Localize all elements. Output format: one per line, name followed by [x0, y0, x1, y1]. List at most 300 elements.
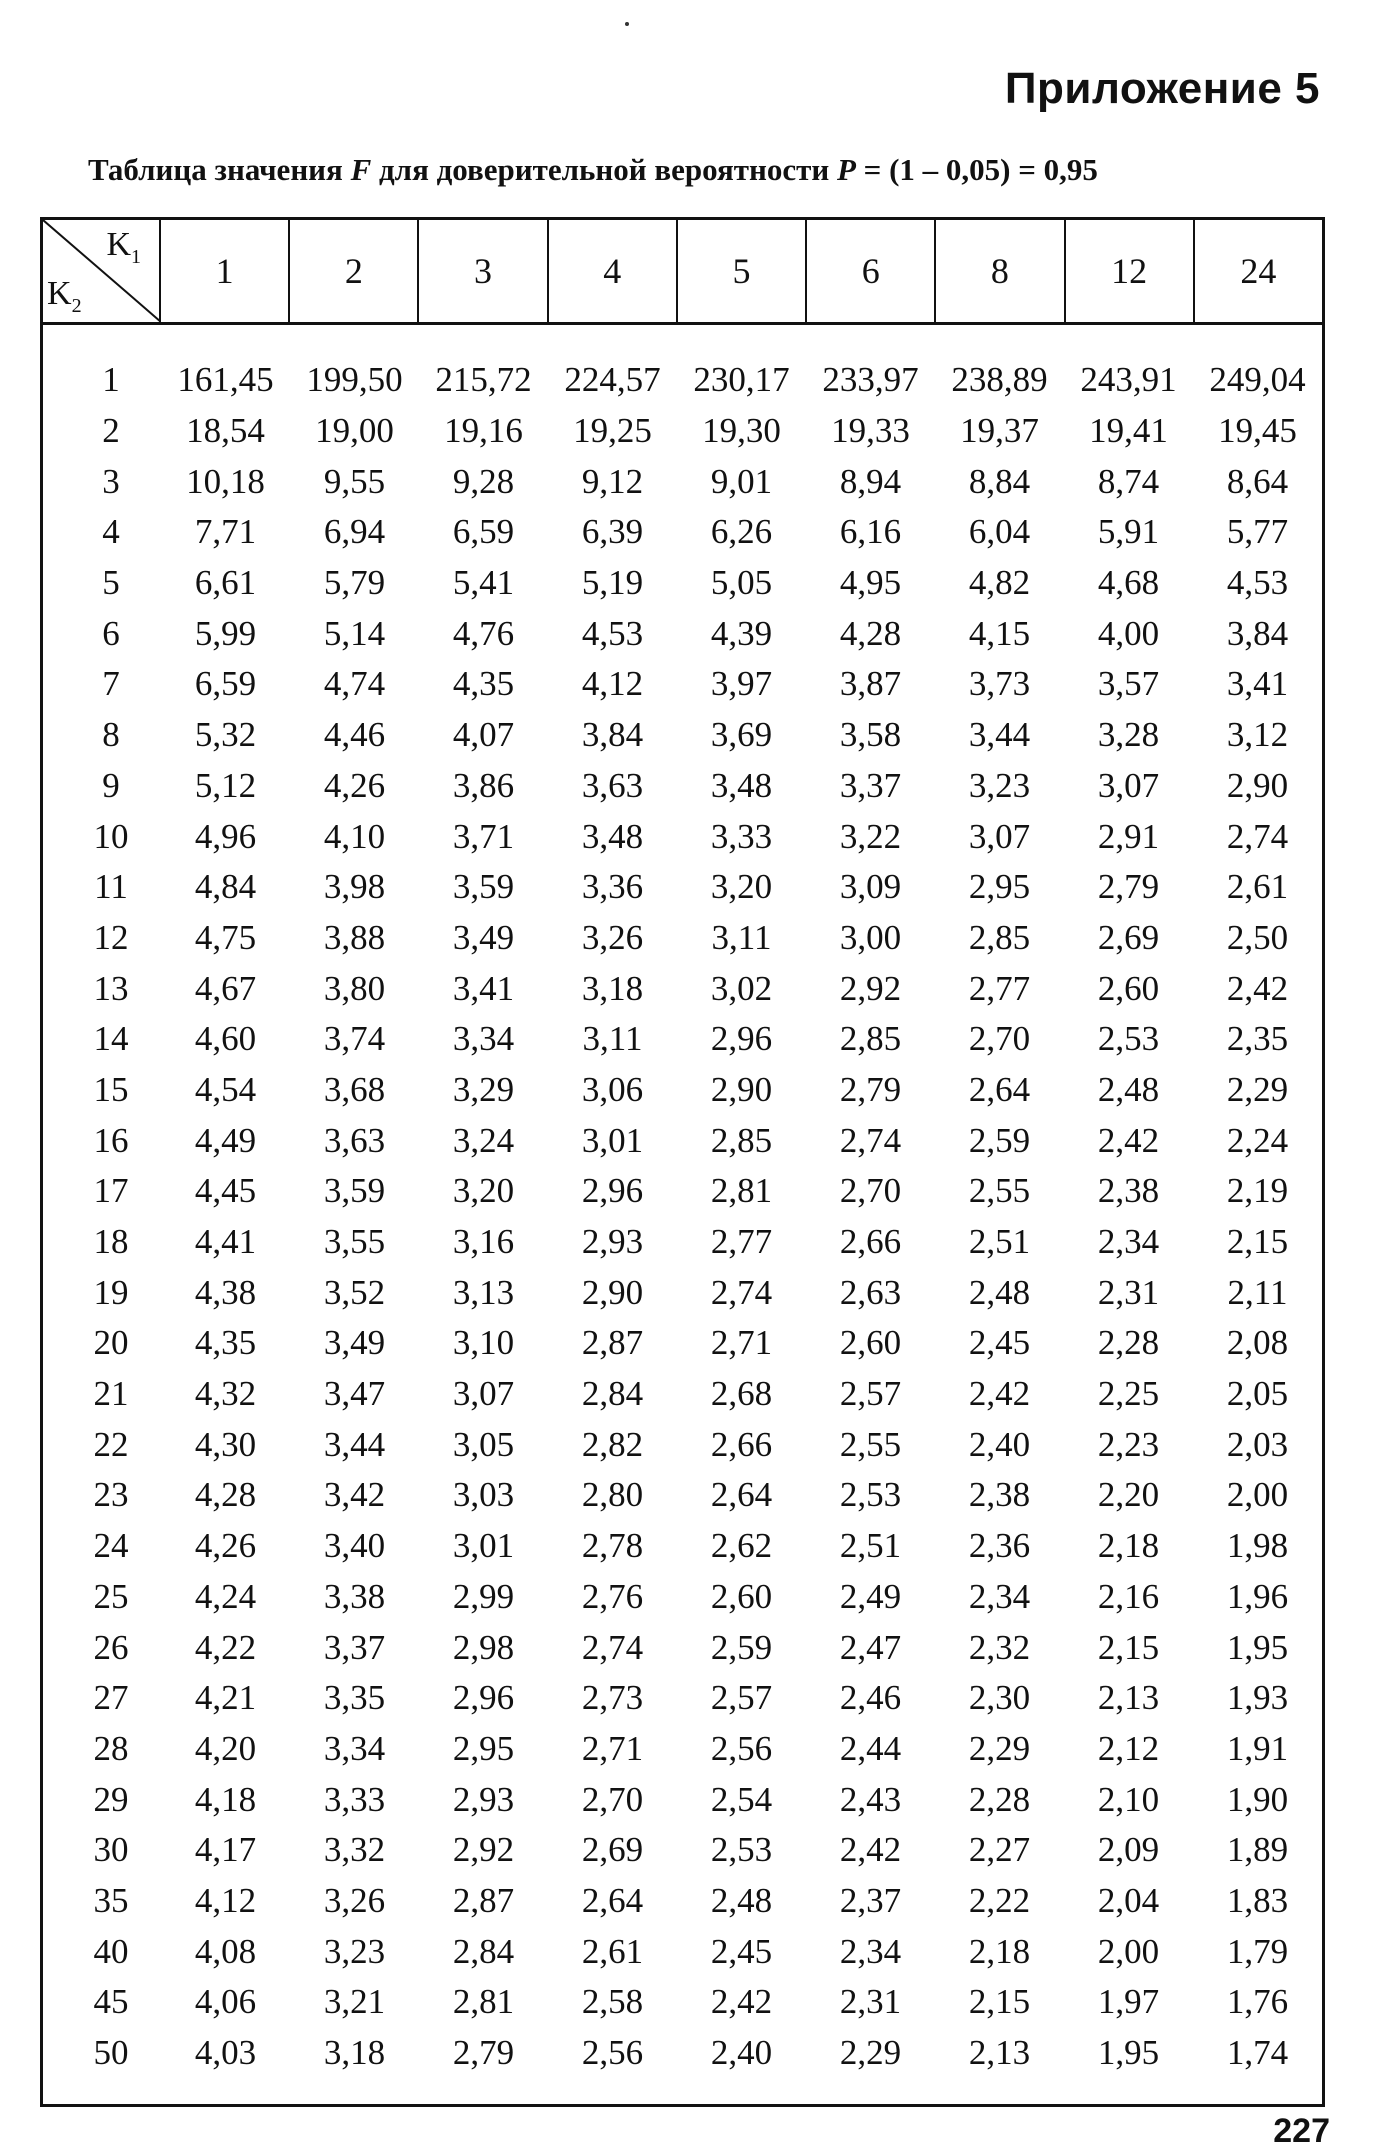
- table-cell: 2,90: [1226, 765, 1289, 805]
- table-cell: 4,12: [194, 1880, 257, 1920]
- table-cell: 2,66: [839, 1222, 902, 1262]
- table-cell: 3,10: [452, 1323, 515, 1363]
- table-cell: 2,87: [452, 1880, 515, 1920]
- table-cell: 2,28: [1097, 1323, 1160, 1363]
- table-cell: 3,23: [323, 1931, 386, 1971]
- table-cell: 3,26: [323, 1880, 386, 1920]
- table-cell: 3,57: [1097, 664, 1160, 704]
- table-cell: 3,05: [452, 1424, 515, 1464]
- table-cell: 1,74: [1226, 2033, 1289, 2073]
- table-cell: 5,79: [323, 563, 386, 603]
- table-cell: 6,04: [968, 512, 1031, 552]
- row-k2-label: 16: [93, 1120, 129, 1160]
- column-header: 4: [549, 220, 678, 322]
- corner-k1-label: [106, 226, 141, 269]
- table-cell: 3,59: [323, 1171, 386, 1211]
- table-cell: 3,41: [1226, 664, 1289, 704]
- table-cell: 2,78: [581, 1526, 644, 1566]
- table-cell: 3,44: [323, 1424, 386, 1464]
- table-cell: 2,40: [968, 1424, 1031, 1464]
- table-cell: 1,98: [1226, 1526, 1289, 1566]
- table-cell: 3,11: [711, 917, 772, 957]
- table-cell: 3,07: [452, 1374, 515, 1414]
- table-cell: 2,31: [839, 1982, 902, 2022]
- table-cell: 2,51: [839, 1526, 902, 1566]
- table-cell: 2,32: [968, 1627, 1031, 1667]
- table-cell: 2,70: [581, 1779, 644, 1819]
- table-cell: 4,76: [452, 613, 515, 653]
- table-cell: 6,59: [194, 664, 257, 704]
- row-k2-label: 30: [93, 1830, 129, 1870]
- table-row: [43, 1622, 1322, 1673]
- table-cell: 2,05: [1226, 1374, 1289, 1414]
- table-cell: 3,12: [1226, 715, 1289, 755]
- table-cell: 6,16: [839, 512, 902, 552]
- caption-italic-p: P: [836, 152, 856, 187]
- table-cell: 6,26: [710, 512, 773, 552]
- table-cell: 8,64: [1226, 461, 1289, 501]
- table-cell: 6,61: [194, 563, 257, 603]
- table-cell: 3,87: [839, 664, 902, 704]
- row-k2-label: 24: [93, 1526, 129, 1566]
- table-caption: [88, 152, 1328, 188]
- table-cell: 4,03: [194, 2033, 257, 2073]
- table-cell: 2,59: [968, 1120, 1031, 1160]
- table-cell: 2,04: [1097, 1880, 1160, 1920]
- table-row: [43, 1065, 1322, 1116]
- table-cell: 19,25: [573, 411, 652, 451]
- row-k2-label: 5: [102, 563, 120, 603]
- table-cell: 9,12: [581, 461, 644, 501]
- table-cell: 3,47: [323, 1374, 386, 1414]
- table-cell: 2,36: [968, 1526, 1031, 1566]
- table-cell: 2,62: [710, 1526, 773, 1566]
- table-cell: 1,89: [1226, 1830, 1289, 1870]
- table-cell: 4,49: [194, 1120, 257, 1160]
- table-cell: 2,53: [1097, 1019, 1160, 1059]
- table-cell: 2,96: [710, 1019, 773, 1059]
- table-cell: 238,89: [951, 360, 1048, 400]
- table-cell: 18,54: [186, 411, 265, 451]
- table-cell: 4,28: [194, 1475, 257, 1515]
- table-cell: 2,08: [1226, 1323, 1289, 1363]
- k2-letter: K: [47, 275, 72, 313]
- table-cell: 3,55: [323, 1222, 386, 1262]
- table-cell: 2,43: [839, 1779, 902, 1819]
- row-k2-label: 13: [93, 968, 129, 1008]
- table-cell: 4,18: [194, 1779, 257, 1819]
- column-header: 8: [936, 220, 1065, 322]
- table-cell: 3,13: [452, 1272, 515, 1312]
- table-cell: 9,28: [452, 461, 515, 501]
- table-cell: 3,00: [839, 917, 902, 957]
- table-cell: 5,99: [194, 613, 257, 653]
- row-k2-label: 28: [93, 1728, 129, 1768]
- table-cell: 5,19: [581, 563, 644, 603]
- table-cell: 2,69: [1097, 917, 1160, 957]
- table-cell: 1,96: [1226, 1576, 1289, 1616]
- table-cell: 3,21: [323, 1982, 386, 2022]
- table-cell: 2,15: [1097, 1627, 1160, 1667]
- table-cell: 3,35: [323, 1678, 386, 1718]
- table-cell: 2,71: [710, 1323, 773, 1363]
- table-cell: 2,11: [1227, 1272, 1288, 1312]
- table-cell: 19,33: [831, 411, 910, 451]
- table-cell: 2,35: [1226, 1019, 1289, 1059]
- row-k2-label: 15: [93, 1069, 129, 1109]
- table-cell: 2,76: [581, 1576, 644, 1616]
- table-cell: 3,63: [581, 765, 644, 805]
- row-k2-label: 12: [93, 917, 129, 957]
- table-cell: 2,57: [839, 1374, 902, 1414]
- row-k2-label: 1: [102, 360, 120, 400]
- table-cell: 4,39: [710, 613, 773, 653]
- caption-text-2: для доверительной вероятности: [371, 152, 837, 187]
- table-cell: 2,50: [1226, 917, 1289, 957]
- table-cell: 2,48: [1097, 1069, 1160, 1109]
- table-cell: 2,87: [581, 1323, 644, 1363]
- table-cell: 2,85: [710, 1120, 773, 1160]
- corner-k2-label: [47, 275, 82, 318]
- table-cell: 1,91: [1226, 1728, 1289, 1768]
- table-cell: 2,31: [1097, 1272, 1160, 1312]
- table-cell: 4,12: [581, 664, 644, 704]
- table-cell: 3,34: [323, 1728, 386, 1768]
- table-row: [43, 1876, 1322, 1927]
- row-k2-label: 18: [93, 1222, 129, 1262]
- table-cell: 3,07: [1097, 765, 1160, 805]
- table-row: [43, 1774, 1322, 1825]
- table-row: [43, 1470, 1322, 1521]
- table-cell: 2,49: [839, 1576, 902, 1616]
- table-cell: 2,51: [968, 1222, 1031, 1262]
- table-cell: 19,41: [1089, 411, 1168, 451]
- table-cell: 5,32: [194, 715, 257, 755]
- table-cell: 2,99: [452, 1576, 515, 1616]
- table-cell: 2,29: [1226, 1069, 1289, 1109]
- table-cell: 2,48: [968, 1272, 1031, 1312]
- table-cell: 2,23: [1097, 1424, 1160, 1464]
- table-cell: 3,23: [968, 765, 1031, 805]
- table-cell: 1,93: [1226, 1678, 1289, 1718]
- table-cell: 2,61: [581, 1931, 644, 1971]
- table-cell: 2,25: [1097, 1374, 1160, 1414]
- table-cell: 2,80: [581, 1475, 644, 1515]
- table-cell: 2,37: [839, 1880, 902, 1920]
- table-cell: 2,55: [968, 1171, 1031, 1211]
- table-row: [43, 1267, 1322, 1318]
- table-cell: 3,74: [323, 1019, 386, 1059]
- table-cell: 2,66: [710, 1424, 773, 1464]
- table-cell: 3,58: [839, 715, 902, 755]
- row-k2-label: 9: [102, 765, 120, 805]
- table-row: [43, 1166, 1322, 1217]
- table-row: [43, 811, 1322, 862]
- table-cell: 243,91: [1080, 360, 1177, 400]
- table-cell: 3,69: [710, 715, 773, 755]
- table-cell: 2,64: [581, 1880, 644, 1920]
- table-cell: 2,42: [710, 1982, 773, 2022]
- table-cell: 3,41: [452, 968, 515, 1008]
- table-cell: 2,00: [1226, 1475, 1289, 1515]
- table-cell: 3,68: [323, 1069, 386, 1109]
- table-cell: 4,68: [1097, 563, 1160, 603]
- row-k2-label: 10: [93, 816, 129, 856]
- table-cell: 2,68: [710, 1374, 773, 1414]
- table-cell: 199,50: [306, 360, 403, 400]
- table-cell: 3,33: [323, 1779, 386, 1819]
- table-row: [43, 1724, 1322, 1775]
- table-cell: 4,22: [194, 1627, 257, 1667]
- table-cell: 2,55: [839, 1424, 902, 1464]
- table-row: [43, 710, 1322, 761]
- table-cell: 9,55: [323, 461, 386, 501]
- column-header: 6: [807, 220, 936, 322]
- table-row: [43, 1115, 1322, 1166]
- table-cell: 2,84: [581, 1374, 644, 1414]
- table-row: [43, 507, 1322, 558]
- row-k2-label: 22: [93, 1424, 129, 1464]
- table-cell: 2,79: [452, 2033, 515, 2073]
- table-cell: 3,84: [581, 715, 644, 755]
- table-cell: 3,06: [581, 1069, 644, 1109]
- table-cell: 4,28: [839, 613, 902, 653]
- table-cell: 5,05: [710, 563, 773, 603]
- table-cell: 1,95: [1226, 1627, 1289, 1667]
- table-cell: 2,64: [710, 1475, 773, 1515]
- table-cell: 3,01: [452, 1526, 515, 1566]
- table-cell: 2,85: [839, 1019, 902, 1059]
- table-cell: 2,42: [968, 1374, 1031, 1414]
- table-cell: 2,42: [839, 1830, 902, 1870]
- table-cell: 2,64: [968, 1069, 1031, 1109]
- table-cell: 2,13: [1097, 1678, 1160, 1718]
- table-cell: 4,17: [194, 1830, 257, 1870]
- row-k2-label: 2: [102, 411, 120, 451]
- table-row: [43, 1014, 1322, 1065]
- table-cell: 3,98: [323, 867, 386, 907]
- row-k2-label: 20: [93, 1323, 129, 1363]
- table-cell: 2,59: [710, 1627, 773, 1667]
- table-cell: 3,24: [452, 1120, 515, 1160]
- table-cell: 1,90: [1226, 1779, 1289, 1819]
- table-row: [43, 1572, 1322, 1623]
- column-headers: [161, 220, 1322, 322]
- k2-subscript: 2: [71, 295, 82, 317]
- table-cell: 19,16: [444, 411, 523, 451]
- table-row: [43, 355, 1322, 406]
- table-cell: 2,29: [968, 1728, 1031, 1768]
- table-cell: 4,54: [194, 1069, 257, 1109]
- table-cell: 4,32: [194, 1374, 257, 1414]
- table-cell: 2,95: [968, 867, 1031, 907]
- row-k2-label: 7: [102, 664, 120, 704]
- row-k2-label: 6: [102, 613, 120, 653]
- table-cell: 1,79: [1226, 1931, 1289, 1971]
- table-cell: 4,84: [194, 867, 257, 907]
- table-cell: 4,08: [194, 1931, 257, 1971]
- table-cell: 3,48: [581, 816, 644, 856]
- table-cell: 4,45: [194, 1171, 257, 1211]
- table-cell: 3,20: [452, 1171, 515, 1211]
- table-cell: 4,96: [194, 816, 257, 856]
- table-cell: 10,18: [186, 461, 265, 501]
- table-cell: 3,18: [581, 968, 644, 1008]
- table-row: [43, 1926, 1322, 1977]
- table-cell: 2,44: [839, 1728, 902, 1768]
- table-cell: 2,15: [968, 1982, 1031, 2022]
- table-cell: 4,74: [323, 664, 386, 704]
- table-cell: 2,54: [710, 1779, 773, 1819]
- table-cell: 2,13: [968, 2033, 1031, 2073]
- table-cell: 2,69: [581, 1830, 644, 1870]
- table-cell: 4,41: [194, 1222, 257, 1262]
- table-cell: 4,67: [194, 968, 257, 1008]
- table-cell: 2,34: [968, 1576, 1031, 1616]
- table-cell: 3,49: [323, 1323, 386, 1363]
- row-k2-label: 17: [93, 1171, 129, 1211]
- table-cell: 2,81: [710, 1171, 773, 1211]
- table-row: [43, 761, 1322, 812]
- table-cell: 2,29: [839, 2033, 902, 2073]
- table-cell: 2,63: [839, 1272, 902, 1312]
- table-cell: 2,74: [710, 1272, 773, 1312]
- table-cell: 2,28: [968, 1779, 1031, 1819]
- appendix-title: Приложение 5: [1004, 64, 1320, 113]
- column-header: 5: [678, 220, 807, 322]
- table-cell: 4,00: [1097, 613, 1160, 653]
- table-cell: 9,01: [710, 461, 773, 501]
- row-k2-label: 50: [93, 2033, 129, 2073]
- table-body: [43, 325, 1322, 2078]
- table-cell: 2,96: [452, 1678, 515, 1718]
- table-cell: 2,53: [710, 1830, 773, 1870]
- table-cell: 2,57: [710, 1678, 773, 1718]
- table-cell: 2,74: [839, 1120, 902, 1160]
- table-row: [43, 1318, 1322, 1369]
- table-row: [43, 1419, 1322, 1470]
- table-cell: 2,20: [1097, 1475, 1160, 1515]
- page-number: 227: [1273, 2112, 1330, 2150]
- table-cell: 2,19: [1226, 1171, 1289, 1211]
- table-cell: 3,28: [1097, 715, 1160, 755]
- table-cell: 249,04: [1209, 360, 1306, 400]
- table-cell: 4,53: [1226, 563, 1289, 603]
- column-header: 24: [1240, 251, 1277, 291]
- table-cell: 3,44: [968, 715, 1031, 755]
- table-cell: 233,97: [822, 360, 919, 400]
- table-cell: 2,40: [710, 2033, 773, 2073]
- table-row: [43, 456, 1322, 507]
- table-cell: 3,71: [452, 816, 515, 856]
- table-cell: 3,59: [452, 867, 515, 907]
- table-cell: 3,86: [452, 765, 515, 805]
- table-cell: 4,07: [452, 715, 515, 755]
- table-cell: 5,41: [452, 563, 515, 603]
- table-cell: 6,94: [323, 512, 386, 552]
- table-row: [43, 659, 1322, 710]
- table-row: [43, 608, 1322, 659]
- table-cell: 4,35: [452, 664, 515, 704]
- table-cell: 4,35: [194, 1323, 257, 1363]
- caption-text-1: Таблица значения: [88, 152, 351, 187]
- table-cell: 2,93: [452, 1779, 515, 1819]
- row-k2-label: 21: [93, 1374, 129, 1414]
- table-cell: 3,29: [452, 1069, 515, 1109]
- table-cell: 3,88: [323, 917, 386, 957]
- table-cell: 2,81: [452, 1982, 515, 2022]
- table-cell: 215,72: [435, 360, 532, 400]
- table-cell: 2,15: [1226, 1222, 1289, 1262]
- table-cell: 3,38: [323, 1576, 386, 1616]
- table-cell: 2,82: [581, 1424, 644, 1464]
- table-cell: 8,84: [968, 461, 1031, 501]
- table-cell: 2,70: [968, 1019, 1031, 1059]
- table-cell: 5,77: [1226, 512, 1289, 552]
- table-cell: 4,82: [968, 563, 1031, 603]
- table-cell: 3,33: [710, 816, 773, 856]
- table-cell: 4,21: [194, 1678, 257, 1718]
- table-cell: 2,95: [452, 1728, 515, 1768]
- table-cell: 3,49: [452, 917, 515, 957]
- table-cell: 3,01: [581, 1120, 644, 1160]
- row-k2-label: 29: [93, 1779, 129, 1819]
- table-cell: 3,36: [581, 867, 644, 907]
- table-cell: 4,95: [839, 563, 902, 603]
- table-cell: 4,60: [194, 1019, 257, 1059]
- row-k2-label: 4: [102, 512, 120, 552]
- row-k2-label: 19: [93, 1272, 129, 1312]
- table-cell: 3,16: [452, 1222, 515, 1262]
- row-k2-label: 11: [94, 867, 128, 907]
- table-row: [43, 1217, 1322, 1268]
- table-cell: 2,74: [581, 1627, 644, 1667]
- table-cell: 3,20: [710, 867, 773, 907]
- table-cell: 2,24: [1226, 1120, 1289, 1160]
- table-row: [43, 1673, 1322, 1724]
- table-cell: 4,10: [323, 816, 386, 856]
- table-cell: 3,26: [581, 917, 644, 957]
- table-row: [43, 1369, 1322, 1420]
- row-k2-label: 14: [93, 1019, 129, 1059]
- table-cell: 230,17: [693, 360, 790, 400]
- table-cell: 2,22: [968, 1880, 1031, 1920]
- table-cell: 3,63: [323, 1120, 386, 1160]
- table-cell: 2,79: [839, 1069, 902, 1109]
- table-cell: 3,03: [452, 1475, 515, 1515]
- table-cell: 2,60: [839, 1323, 902, 1363]
- table-cell: 2,71: [581, 1728, 644, 1768]
- table-cell: 5,91: [1097, 512, 1160, 552]
- table-cell: 2,27: [968, 1830, 1031, 1870]
- table-cell: 19,00: [315, 411, 394, 451]
- corner-cell: [43, 220, 161, 322]
- stray-dot: [625, 22, 629, 26]
- table-cell: 2,56: [581, 2033, 644, 2073]
- table-cell: 2,38: [1097, 1171, 1160, 1211]
- table-cell: 2,47: [839, 1627, 902, 1667]
- table-cell: 2,42: [1097, 1120, 1160, 1160]
- table-row: [43, 406, 1322, 457]
- table-cell: 2,45: [710, 1931, 773, 1971]
- table-cell: 19,37: [960, 411, 1039, 451]
- table-cell: 2,34: [839, 1931, 902, 1971]
- table-cell: 3,18: [323, 2033, 386, 2073]
- table-cell: 3,80: [323, 968, 386, 1008]
- table-cell: 4,30: [194, 1424, 257, 1464]
- table-row: [43, 2028, 1322, 2079]
- table-cell: 2,98: [452, 1627, 515, 1667]
